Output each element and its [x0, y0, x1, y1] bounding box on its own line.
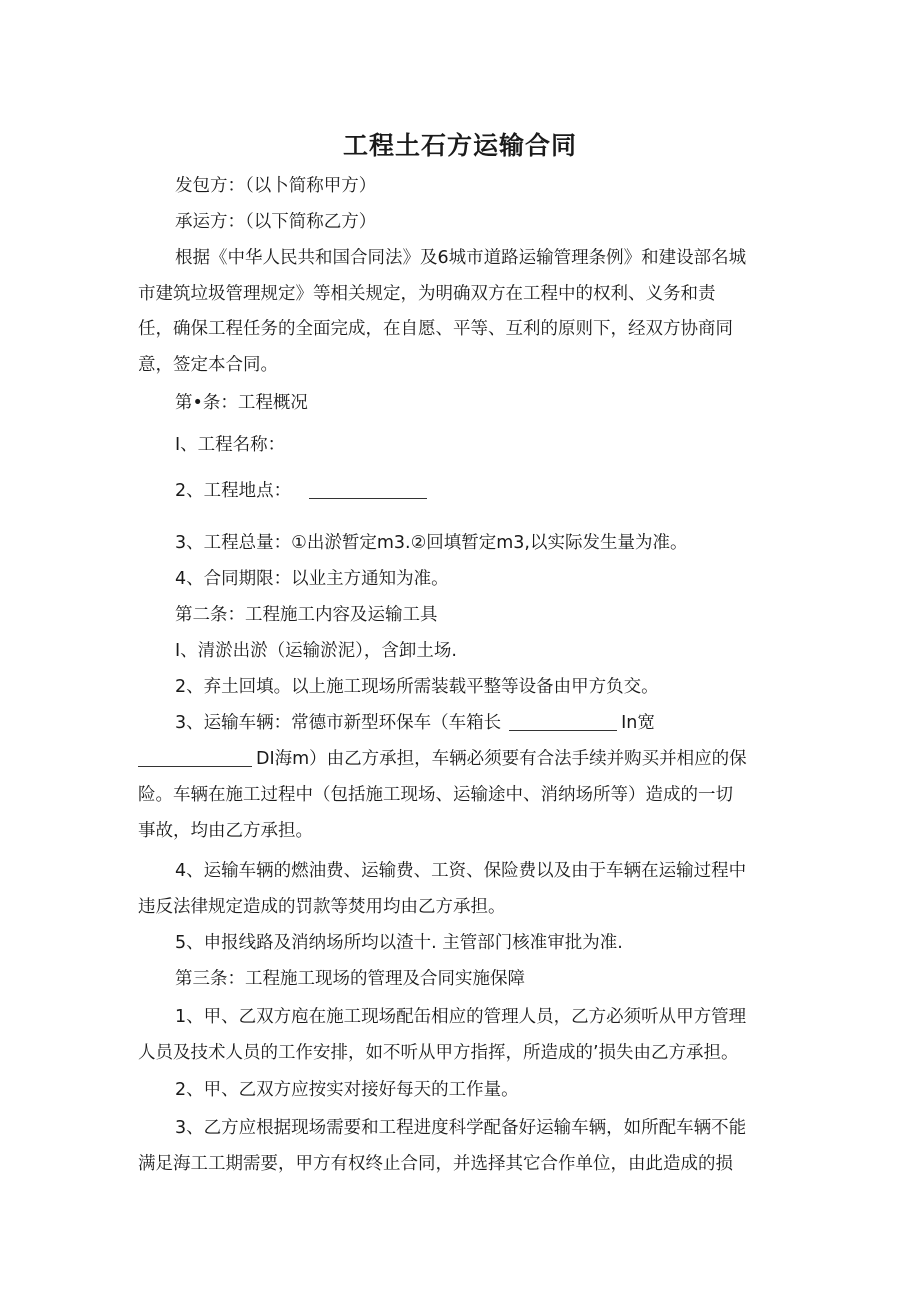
- contract-period-line: 4、合同期限：以业主方通知为准。: [175, 569, 449, 589]
- item-1-line: I、清淤出淤（运输淤泥），含卸土场.: [175, 641, 457, 661]
- item-4-line-1: 4、运输车辆的燃油费、运输费、工资、保险费以及由于车辆在运输过程中: [175, 861, 747, 881]
- vehicle-width-text: In宽: [621, 713, 655, 733]
- item-3-line-2: [138, 746, 788, 772]
- item-3-line: [175, 710, 825, 736]
- party-b-line: 承运方：（以下简称乙方）: [175, 212, 377, 232]
- preamble-line-2: 市建筑垃圾管理规定》等相关规定，为明确双方在工程中的权利、义务和责: [138, 284, 716, 304]
- project-location-line: [175, 478, 825, 504]
- item-2-line: 2、弃土回填。以上施工现场所需装载平整等设备由甲方负交。: [175, 677, 659, 697]
- item-3-line-3: 险。车辆在施工过程中（包括施工现场、运输途中、消纳场所等）造成的一切: [138, 785, 733, 805]
- vehicle-length-blank: [509, 712, 617, 731]
- article-3-item-1-line-2: 人员及技术人员的工作安排，如不听从甲方指挥，所造成的’损失由乙方承担。: [138, 1043, 739, 1063]
- article-3-item-1-line-1: 1、甲、乙双方庖在施工现场配缶相应的管理人员，乙方必须听从甲方管理: [175, 1007, 747, 1027]
- article-2-heading: 第二条：工程施工内容及运输工具: [175, 605, 438, 625]
- vehicle-text-start: 3、运输车辆：常德市新型环保车（车箱长: [175, 713, 502, 733]
- project-location-blank: [309, 480, 427, 499]
- article-3-item-2-line: 2、甲、乙双方应按实对接好每天的工作量。: [175, 1080, 519, 1100]
- item-3-line-4: 事故，均由乙方承担。: [138, 821, 313, 841]
- article-3-item-3-line-2: 满足海工工期需要，甲方有权终止合同，并选择其它合作单位，由此造成的损: [138, 1154, 733, 1174]
- project-quantity-line: 3、工程总量：①出淤暂定m3.②回填暂定m3,以实际发生量为准。: [175, 533, 688, 553]
- party-a-line: 发包方：（以卜简称甲方）: [175, 176, 377, 196]
- document-title: 工程土石方运输合同: [342, 131, 577, 160]
- vehicle-width-blank: [138, 748, 252, 767]
- article-1-heading: 第•条：工程概况: [175, 393, 308, 413]
- preamble-line-3: 任，确保工程任务的全面完成，在自愿、平等、互利的原则下，经双方协商同: [138, 319, 733, 339]
- item-4-line-2: 违反法律规定造成的罚款等焚用均由乙方承担。: [138, 897, 506, 917]
- preamble-line-4: 意，签定本合同。: [138, 355, 278, 375]
- vehicle-text-cont: DI海m）由乙方承担，车辆必须要有合法手续并购买并相应的保: [256, 749, 747, 769]
- article-3-heading: 第三条：工程施工现场的管理及合同实施保障: [175, 969, 525, 989]
- article-3-item-3-line-1: 3、乙方应根据现场需要和工程进度科学配备好运输车辆，如所配车辆不能: [175, 1118, 747, 1138]
- preamble-line-1: 根据《中华人民共和国合同法》及6城市道路运输管理条例》和建设部名城: [175, 248, 747, 268]
- project-name-line: I、工程名称：: [175, 435, 286, 455]
- item-5-line: 5、申报线路及消纳场所均以渣十. 主管部门核准审批为准.: [175, 933, 623, 953]
- project-location-label: 2、工程地点：: [175, 481, 292, 501]
